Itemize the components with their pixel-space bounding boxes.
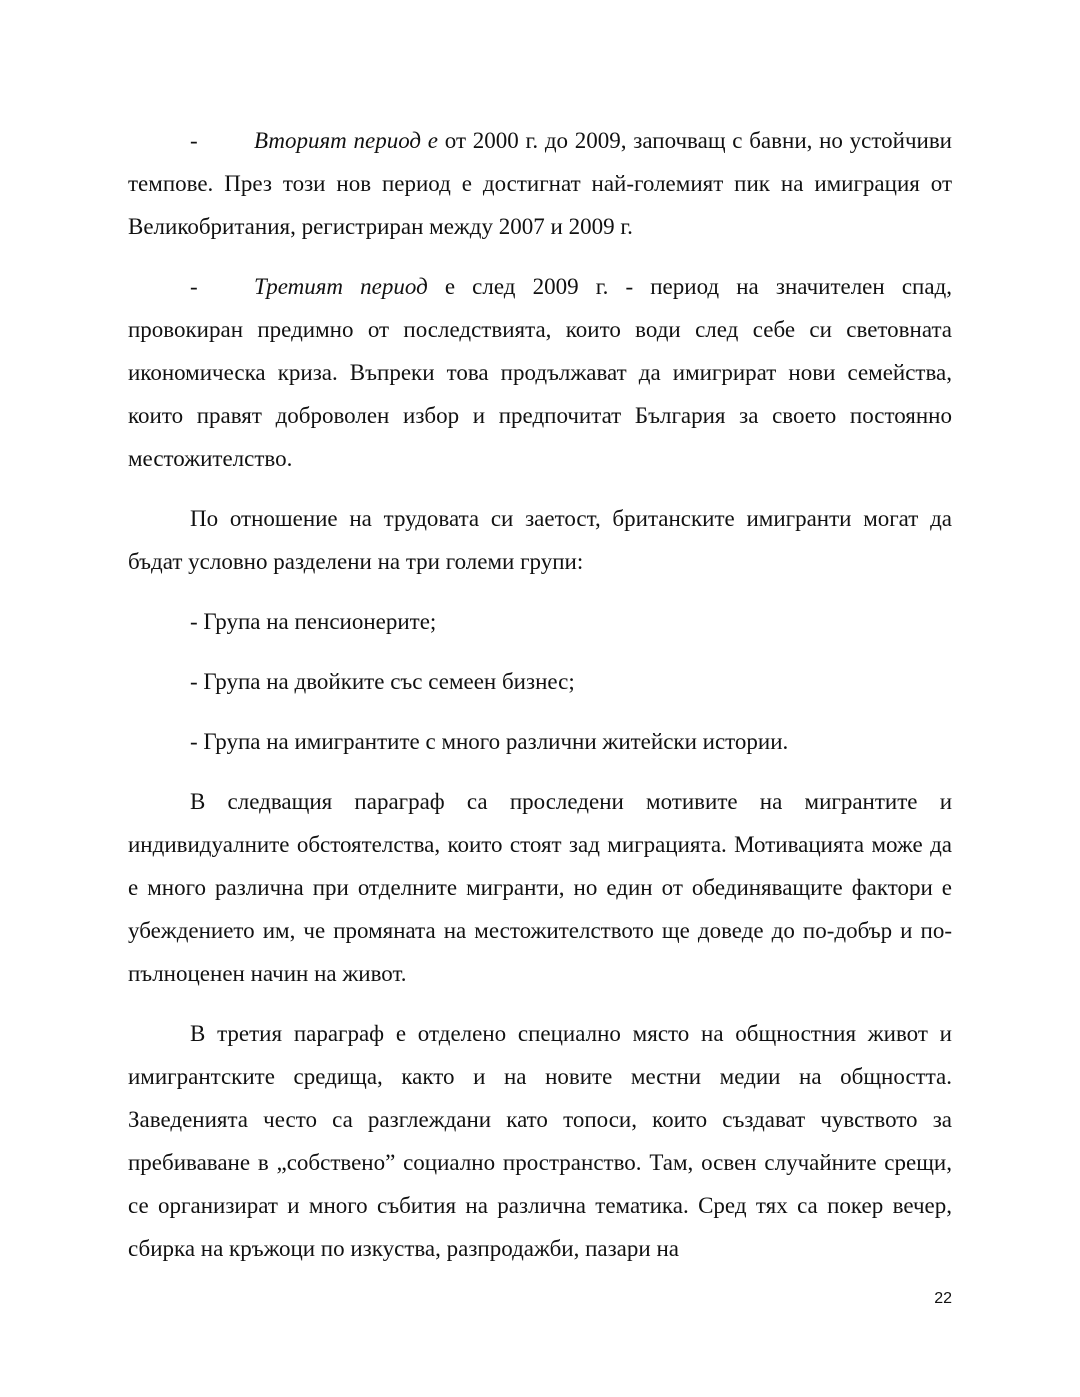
list-item-family-business: - Група на двойките със семеен бизнес; (190, 669, 575, 694)
paragraph-text: от 2000 г. до 2009, започващ с бавни, но устойчиви темпове. През този нов период е достигнат най-големият пик на имиграция от Великобритания, регистриран между 2007 и 2009 г. (128, 128, 952, 239)
italic-term: Вторият период е (254, 128, 438, 153)
paragraph-third-period (128, 265, 952, 480)
paragraph-second-period (128, 119, 952, 248)
list-dash: - (190, 274, 198, 299)
paragraph-motives: В следващия параграф са проследени мотивите на мигрантите и индивидуалните обстоятелства, които стоят зад миграцията. Мотивацията може да е много различна при отделните мигранти, но един от обединяващите фактори е убеждението им, че промяната на местожителството ще доведе до по-добър и по-пълноценен начин на живот. (128, 789, 952, 986)
page-number: 22 (934, 1290, 952, 1307)
document-body (128, 119, 952, 1270)
paragraph-text: е след 2009 г. - период на значителен спад, провокиран предимно от последствията, които води след себе си световната икономическа криза. Въпреки това продължават да имигрират нови семейства, които правят доброволен избор и предпочитат България за своето постоянно местожителство. (128, 274, 953, 471)
paragraph-employment-groups: По отношение на трудовата си заетост, британските имигранти могат да бъдат условно разделени на три големи групи: (128, 506, 952, 574)
paragraph-community-life: В третия параграф е отделено специално място на общностния живот и имигрантските средища, както и на новите местни медии на общността. Заведенията често са разглеждани като топоси, които създават чувството за пребиваване в „собствено” социално пространство. Там, освен случайните срещи, се организират и много събития на различна тематика. Сред тях са покер вечер, сбирка на кръжоци по изкуства, разпродажби, пазари на (128, 1021, 952, 1261)
list-item-life-stories: - Група на имигрантите с много различни житейски истории. (190, 729, 789, 754)
italic-term: Третият период (254, 274, 428, 299)
list-dash: - (190, 128, 198, 153)
list-item-pensioners: - Група на пенсионерите; (190, 609, 437, 634)
